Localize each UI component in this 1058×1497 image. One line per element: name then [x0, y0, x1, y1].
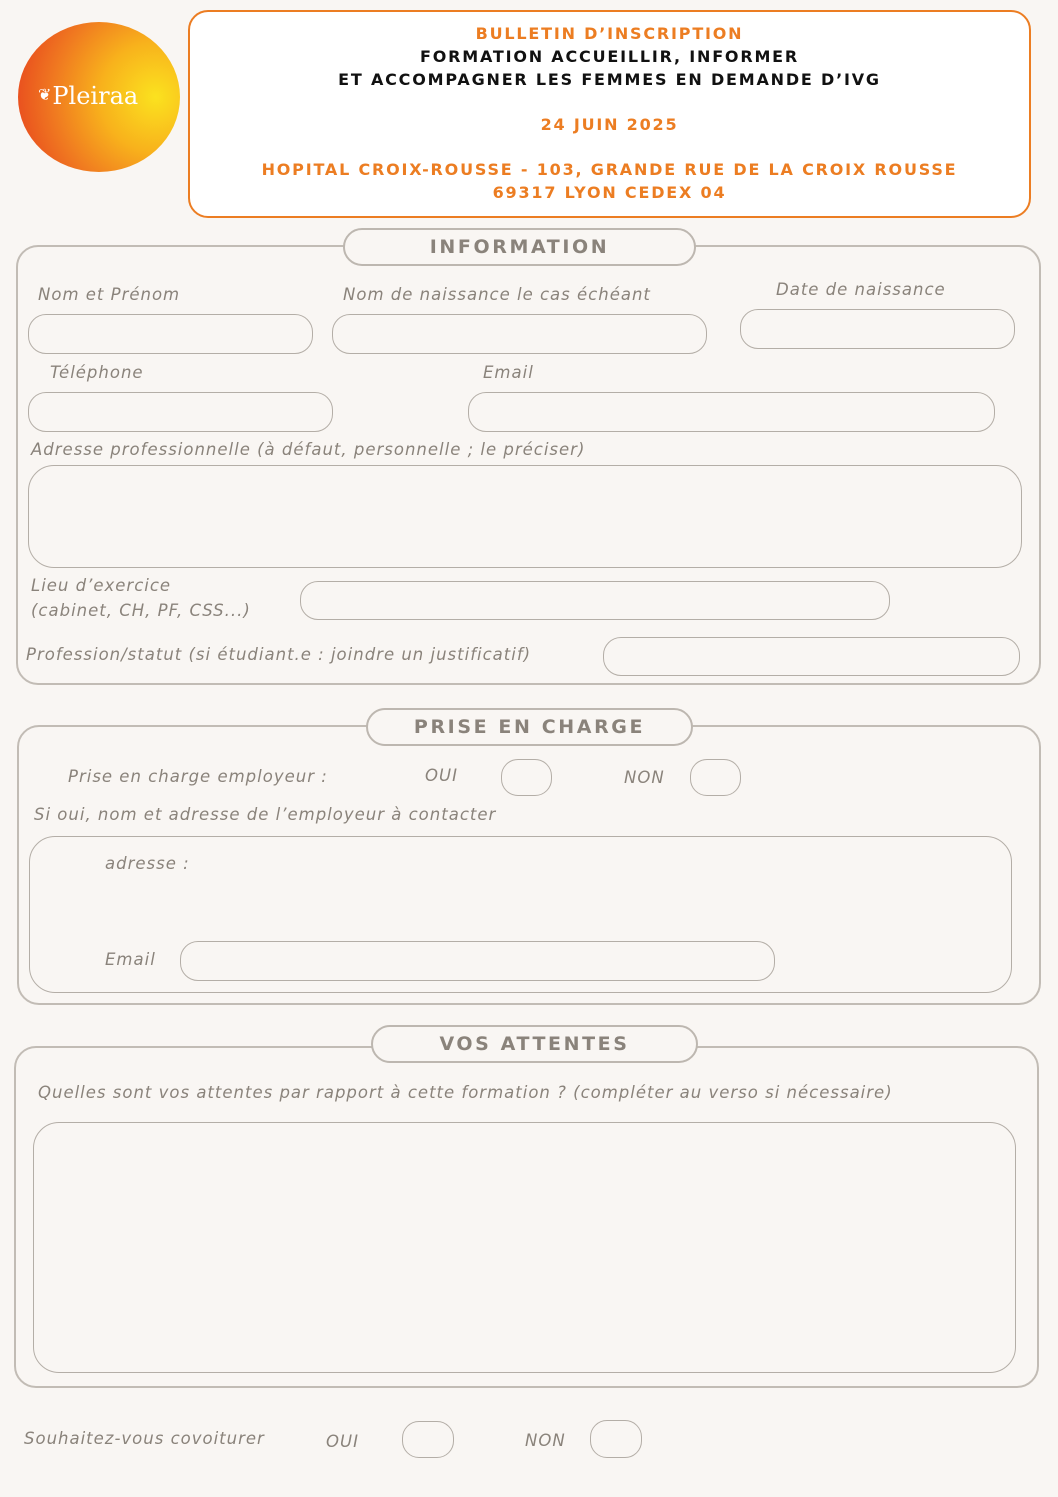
- si-oui-label: Si oui, nom et adresse de l’employeur à contacter: [34, 805, 497, 824]
- email-field[interactable]: [468, 392, 995, 432]
- nom-prenom-label: Nom et Prénom: [38, 285, 181, 304]
- profession-field[interactable]: [603, 637, 1020, 676]
- employeur-oui-label: OUI: [425, 766, 458, 785]
- lieu-exercice-label: Lieu d’exercice: [31, 576, 172, 595]
- information-heading: INFORMATION: [343, 228, 696, 266]
- employeur-adresse-label: adresse :: [105, 854, 190, 873]
- covoiturage-non-checkbox[interactable]: [590, 1420, 642, 1458]
- lieu-exercice-field[interactable]: [300, 581, 890, 620]
- covoiturage-question: Souhaitez-vous covoiturer: [24, 1429, 265, 1448]
- telephone-field[interactable]: [28, 392, 333, 432]
- nom-naissance-field[interactable]: [332, 314, 707, 354]
- attentes-heading: VOS ATTENTES: [371, 1025, 698, 1063]
- attentes-question: Quelles sont vos attentes par rapport à cette formation ? (compléter au verso si nécessaire): [38, 1083, 893, 1102]
- logo-wordmark: ❦Pleiraa: [38, 82, 139, 110]
- sprig-icon: ❦: [38, 85, 52, 104]
- training-date: 24 JUIN 2025: [540, 115, 679, 134]
- telephone-label: Téléphone: [50, 363, 144, 382]
- profession-label: Profession/statut (si étudiant.e : joindre un justificatif): [26, 645, 532, 664]
- nom-prenom-field[interactable]: [28, 314, 313, 354]
- form-title: BULLETIN D’INSCRIPTION: [475, 24, 744, 43]
- training-title-line2: ET ACCOMPAGNER LES FEMMES EN DEMANDE D’IVG: [338, 70, 881, 89]
- employeur-non-checkbox[interactable]: [690, 759, 741, 796]
- venue-line2: 69317 LYON CEDEX 04: [492, 183, 727, 202]
- employeur-non-label: NON: [624, 768, 665, 787]
- nom-naissance-label: Nom de naissance le cas échéant: [343, 285, 651, 304]
- employeur-email-field[interactable]: [180, 941, 775, 981]
- date-naissance-label: Date de naissance: [776, 280, 946, 299]
- lieu-exercice-hint: (cabinet, CH, PF, CSS...): [31, 601, 251, 620]
- adresse-label: Adresse professionnelle (à défaut, personnelle ; le préciser): [31, 440, 586, 459]
- attentes-field[interactable]: [33, 1122, 1016, 1373]
- covoiturage-non-label: NON: [525, 1431, 566, 1450]
- email-label: Email: [483, 363, 534, 382]
- date-naissance-field[interactable]: [740, 309, 1015, 349]
- employeur-email-label: Email: [105, 950, 156, 969]
- adresse-field[interactable]: [28, 465, 1022, 568]
- prise-en-charge-heading: PRISE EN CHARGE: [366, 708, 693, 746]
- covoiturage-oui-checkbox[interactable]: [402, 1421, 454, 1458]
- venue-line1: HOPITAL CROIX-ROUSSE - 103, GRANDE RUE DE LA CROIX ROUSSE: [261, 160, 958, 179]
- training-title-line1: FORMATION ACCUEILLIR, INFORMER: [419, 47, 800, 66]
- covoiturage-oui-label: OUI: [326, 1432, 359, 1451]
- prise-employeur-label: Prise en charge employeur :: [68, 767, 328, 786]
- employeur-oui-checkbox[interactable]: [501, 759, 552, 796]
